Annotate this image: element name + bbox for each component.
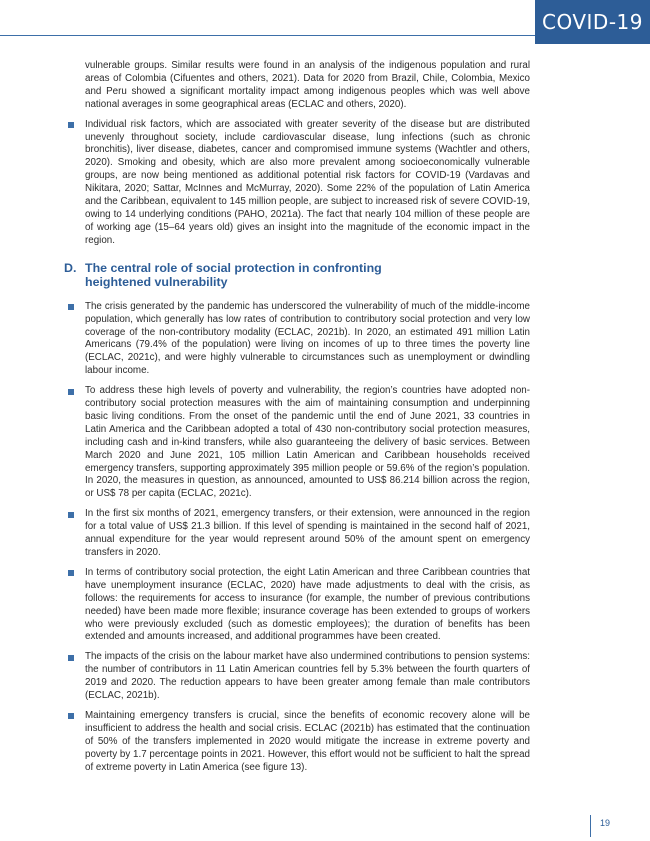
bullet-square-icon [68, 122, 74, 128]
bullet-square-icon [68, 655, 74, 661]
list-item [64, 119, 530, 248]
bullet-square-icon [68, 512, 74, 518]
list-item [64, 508, 530, 560]
section-heading [64, 261, 530, 290]
page-content [64, 60, 530, 782]
list-item [64, 710, 530, 775]
paragraph-continuation: vulnerable groups. Similar results were found in an analysis of the indigenous population and rural areas of Colombia (Cifuentes and others, 2021). Data for 2020 from Brazil, Chile, Colombia, Mexico and Peru showed a significant mortality impact among indigenous peoples which was well above national averages in some geographical areas (ECLAC and others, 2020). [85, 60, 530, 110]
header-title: COVID-19 [541, 10, 643, 34]
list-item [64, 301, 530, 378]
bullet-text: Maintaining emergency transfers is crucial, since the benefits of economic recovery alone will be insufficient to address the health and social crisis. ECLAC (2021b) has estimated that the continuation of 50% of the transfers implemented in 2020 would mitigate the increase in extreme poverty and poverty by 1.7 percentage points in 2021. However, this effort would not be sufficient to halt the spread of extreme poverty in Latin America (see figure 13). [85, 709, 530, 773]
bullet-square-icon [68, 304, 74, 310]
section-letter: D. [64, 260, 77, 275]
list-item [64, 567, 530, 644]
bullet-text: In terms of contributory social protection, the eight Latin American and three Caribbean countries that have unemployment insurance (ECLAC, 2020) have made adjustments to deal with the crisis, as follows: the requirements for access to insurance (for example, the number of previous contributions needed) have been made more flexible; insurance coverage has been extended to groups of workers who were previously excluded (such as domestic employees); the duration of benefits has been extended and amounts increased, and additional programmes have been created. [85, 566, 530, 643]
footer-rule [590, 815, 591, 837]
bullet-text: The crisis generated by the pandemic has underscored the vulnerability of much of the middle-income population, which generally has low rates of contribution to contributory social protection and very low coverage of the non-contributory modality (ECLAC, 2021b). In 2020, an estimated 491 million Latin Americans (79.4% of the population) were living on incomes of up to three times the poverty line (ECLAC, 2021c), and were highly vulnerable to circumstances such as unemployment or dwindling labour income. [85, 300, 530, 377]
bullet-text: Individual risk factors, which are associated with greater severity of the disease but are distributed unevenly throughout society, include cardiovascular disease, lung infections (such as chronic bronchitis), liver disease, diabetes, cancer and compromised immune systems (Wachtler and others, 2020). Smoking and obesity, which are also more prevalent among socioeconomically vulnerable groups, are now being mentioned as additional potential risk factors for COVID-19 (Vardavas and Nikitara, 2020; Sattar, McInnes and McMurray, 2020). Some 22% of the population of Latin America and the Caribbean, equivalent to 145 million people, are subject to increased risk of severe COVID-19, owing to 14 underlying conditions (PAHO, 2021a). The fact that nearly 104 million of these people are of working age (15–64 years old) gives an insight into the magnitude of the economic impact in the region. [85, 118, 530, 246]
bullet-text: The impacts of the crisis on the labour market have also undermined contributions to pension systems: the number of contributors in 11 Latin American countries fell by 5.3% between the fourth quarters of 2019 and 2020. The reduction appears to have been greater among female than male contributors (ECLAC, 2021b). [85, 651, 530, 702]
page-number: 19 [600, 818, 611, 828]
header-tab [535, 0, 650, 44]
list-item [64, 651, 530, 703]
list-item [64, 385, 530, 501]
bullet-square-icon [68, 389, 74, 395]
bullet-text: In the first six months of 2021, emergency transfers, or their extension, were announced in the region for a total value of US$ 21.3 billion. If this level of spending is maintained in the second half of 2021, annual expenditure for the year would represent around 50% of the amount spent on emergency transfers in 2020. [85, 508, 530, 558]
bullet-text: To address these high levels of poverty and vulnerability, the region’s countries have adopted non-contributory social protection measures with the aim of maintaining consumption and underpinning basic living conditions. From the onset of the pandemic until the end of June 2021, 33 countries in Latin America and the Caribbean adopted a total of 430 non-contributory social protection measures, including cash and in-kind transfers, while also guaranteeing the delivery of basic services. Between March 2020 and June 2021, 105 million Latin American and Caribbean households received emergency transfers, supporting approximately 395 million people or 59.6% of the region’s population. In 2020, the measures in question, as announced, amounted to US$ 86.214 billion across the region, or US$ 78 per capita (ECLAC, 2021c). [85, 385, 530, 500]
bullet-square-icon [68, 713, 74, 719]
header-rule [0, 35, 535, 36]
section-title: The central role of social protection in confronting heightened vulnerability [85, 260, 382, 290]
bullet-square-icon [68, 570, 74, 576]
